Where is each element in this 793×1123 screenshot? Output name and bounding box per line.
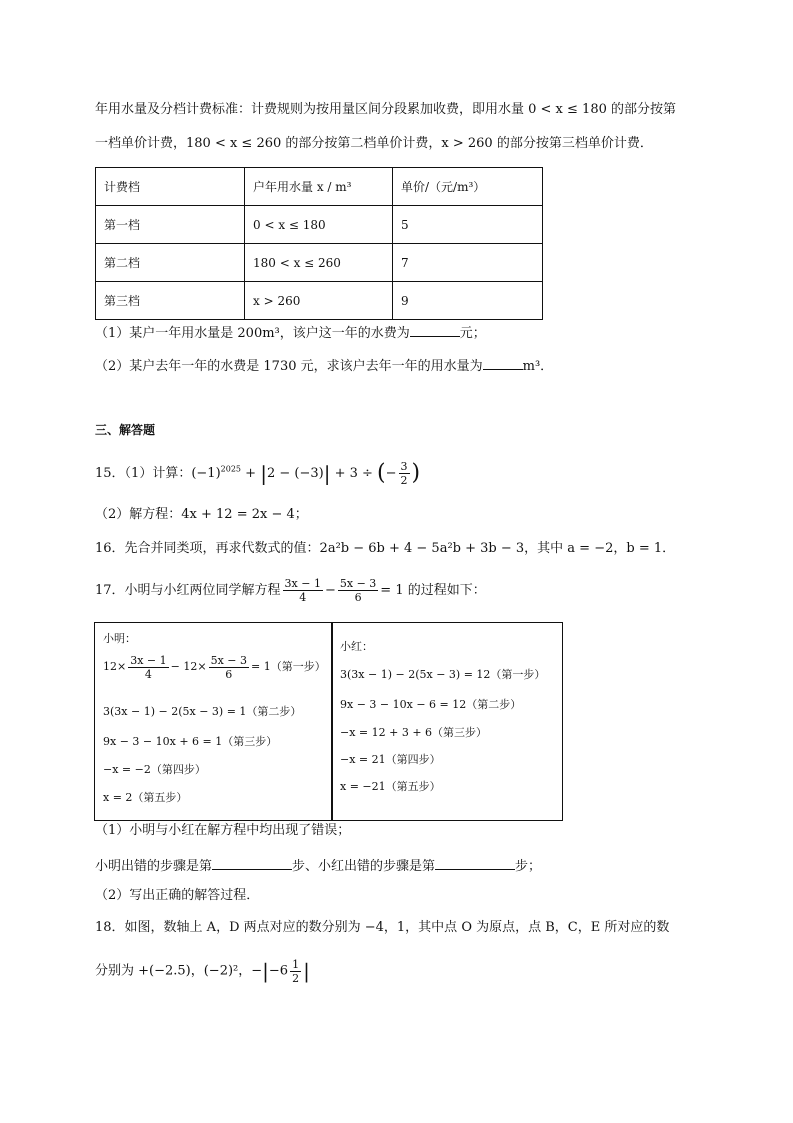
q17-blank-text-2: 步、小红出错的步骤是第 — [292, 859, 436, 874]
xiaohong-step-3: −x = 12 + 3 + 6（第三步） — [340, 726, 488, 739]
q15-abs: 2 − (−3) — [266, 466, 324, 481]
q18-abs-int: −6 — [268, 963, 289, 979]
q17-blank-text-3: 步； — [515, 859, 542, 874]
frac-denominator: 4 — [144, 667, 152, 681]
q18-line-1: 18．如图，数轴上 A，D 两点对应的数分别为 −4，1，其中点 O 为原点，点 B，C，E 所对应的数 — [95, 920, 670, 935]
table-cell: x > 260 — [245, 282, 393, 320]
frac-denominator: 6 — [354, 591, 362, 604]
frac-numerator: 1 — [292, 957, 300, 971]
frac-numerator: 5x − 3 — [210, 653, 247, 667]
q17-suffix: = 1 的过程如下： — [380, 583, 486, 598]
section-title: 三、解答题 — [95, 423, 156, 437]
q15-part1: 15．（1）计算：$(-1)^{2025} + |2 - (-3)| + 3$ ÷ (− $\frac{3}{2}$ ) — [95, 460, 421, 487]
q17-fraction-2 — [338, 577, 378, 604]
table-row — [96, 206, 543, 244]
xiaoming-step-2: 3(3x − 1) − 2(5x − 3) = 1（第二步） — [103, 705, 302, 718]
answer-blank[interactable] — [435, 855, 515, 870]
step-text: = 1（第一步） — [251, 660, 326, 673]
table-cell: 第一档 — [96, 206, 245, 244]
frac-denominator: 2 — [292, 971, 300, 985]
q14-part2-text: （2）某户去年一年的水费是 1730 元，求该户去年一年的用水量为 — [95, 359, 483, 374]
frac-denominator: 6 — [225, 667, 233, 681]
q14-part2 — [95, 355, 553, 376]
q18-line-2: 分别为 +(−2.5)，(−2)²，−|−6 $\frac{1}{2}$ | — [95, 957, 310, 985]
frac-denominator: 2 — [400, 474, 408, 487]
step-text: 12× — [103, 660, 127, 673]
frac-numerator: 5x − 3 — [339, 577, 377, 590]
table-cell: 0 < x ≤ 180 — [245, 206, 393, 244]
q18-fraction — [290, 958, 301, 985]
xiaoming-step-1 — [103, 652, 326, 682]
intro-line-2: 一档单价计费，180 < x ≤ 260 的部分按第二档单价计费，x > 260 的部分按第三档单价计费． — [95, 136, 653, 151]
q15-expr-a: (−1) — [191, 466, 221, 481]
step-fraction — [128, 654, 168, 681]
q15-fraction — [399, 460, 410, 487]
xiaoming-step-3: 9x − 3 − 10x + 6 = 1（第三步） — [103, 735, 278, 748]
table-cell: 7 — [393, 244, 543, 282]
step-fraction — [209, 654, 249, 681]
q17-blank-text-1: 小明出错的步骤是第 — [95, 859, 213, 874]
step-text: − 12× — [170, 660, 207, 673]
q14-part1-text: （1）某户一年用水量是 200m³，该户这一年的水费为 — [95, 326, 410, 341]
q16-text: 16．先合并同类项，再求代数式的值：2a²b − 6b + 4 − 5a²b + 3b − 3，其中 a = −2，b = 1． — [95, 541, 676, 556]
table-cell: 第二档 — [96, 244, 245, 282]
frac-numerator: 3x − 1 — [130, 653, 167, 667]
xiaohong-step-5: x = −21（第五步） — [340, 780, 441, 793]
xiaohong-step-1: 3(3x − 1) − 2(5x − 3) = 12（第一步） — [340, 668, 546, 681]
intro-line-1: 年用水量及分档计费标准：计费规则为按用量区间分段累加收费，即用水量 0 < x ≤ 180 的部分按第 — [95, 102, 676, 117]
answer-blank[interactable] — [212, 855, 292, 870]
table-header-cell: 单价/（元/m³） — [393, 168, 543, 206]
q17-part1-blanks — [95, 855, 541, 876]
q15-exponent: 2025 — [220, 464, 241, 474]
q14-part1 — [95, 322, 486, 343]
q18-line2-text: 分别为 +(−2.5)，(−2)²，− — [95, 963, 263, 979]
xiaoming-step-4: −x = −2（第四步） — [103, 763, 206, 776]
xiaohong-title: 小红： — [340, 640, 373, 653]
q17-part1: （1）小明与小红在解方程中均出现了错误； — [95, 823, 351, 838]
q17-part2: （2）写出正确的解答过程． — [95, 888, 260, 903]
table-header-cell: 计费档 — [96, 168, 245, 206]
xiaoming-step-5: x = 2（第五步） — [103, 791, 188, 804]
q17-minus: − — [324, 583, 336, 598]
table-cell: 5 — [393, 206, 543, 244]
q17-fraction-1 — [283, 577, 323, 604]
q15-frac-sign: − — [385, 466, 397, 481]
q17-prefix: 17．小明与小红两位同学解方程 — [95, 583, 281, 598]
fee-table — [95, 167, 543, 320]
xiaohong-step-2: 9x − 3 − 10x − 6 = 12（第二步） — [340, 698, 522, 711]
table-row — [96, 244, 543, 282]
q17-intro — [95, 576, 486, 606]
table-row — [96, 282, 543, 320]
q14-part2-suffix: m³． — [522, 359, 554, 374]
q14-part1-suffix: 元； — [459, 326, 486, 341]
table-cell: 180 < x ≤ 260 — [245, 244, 393, 282]
table-cell: 9 — [393, 282, 543, 320]
q15-expr-b: + — [245, 466, 257, 481]
frac-numerator: 3x − 1 — [284, 577, 321, 590]
frac-numerator: 3 — [400, 460, 408, 473]
table-header-cell: 户年用水量 x / m³ — [245, 168, 393, 206]
answer-blank[interactable] — [410, 322, 460, 337]
table-header-row — [96, 168, 543, 206]
xiaoming-title: 小明： — [103, 632, 136, 645]
answer-blank[interactable] — [483, 355, 523, 370]
xiaohong-step-4: −x = 21（第四步） — [340, 753, 441, 766]
table-cell: 第三档 — [96, 282, 245, 320]
q15-prefix: 15．（1）计算： — [95, 466, 192, 481]
q15-expr-c: + 3 ÷ — [334, 466, 373, 481]
frac-denominator: 4 — [299, 591, 307, 604]
q15-part2: （2）解方程：4x + 12 = 2x − 4； — [95, 507, 308, 522]
